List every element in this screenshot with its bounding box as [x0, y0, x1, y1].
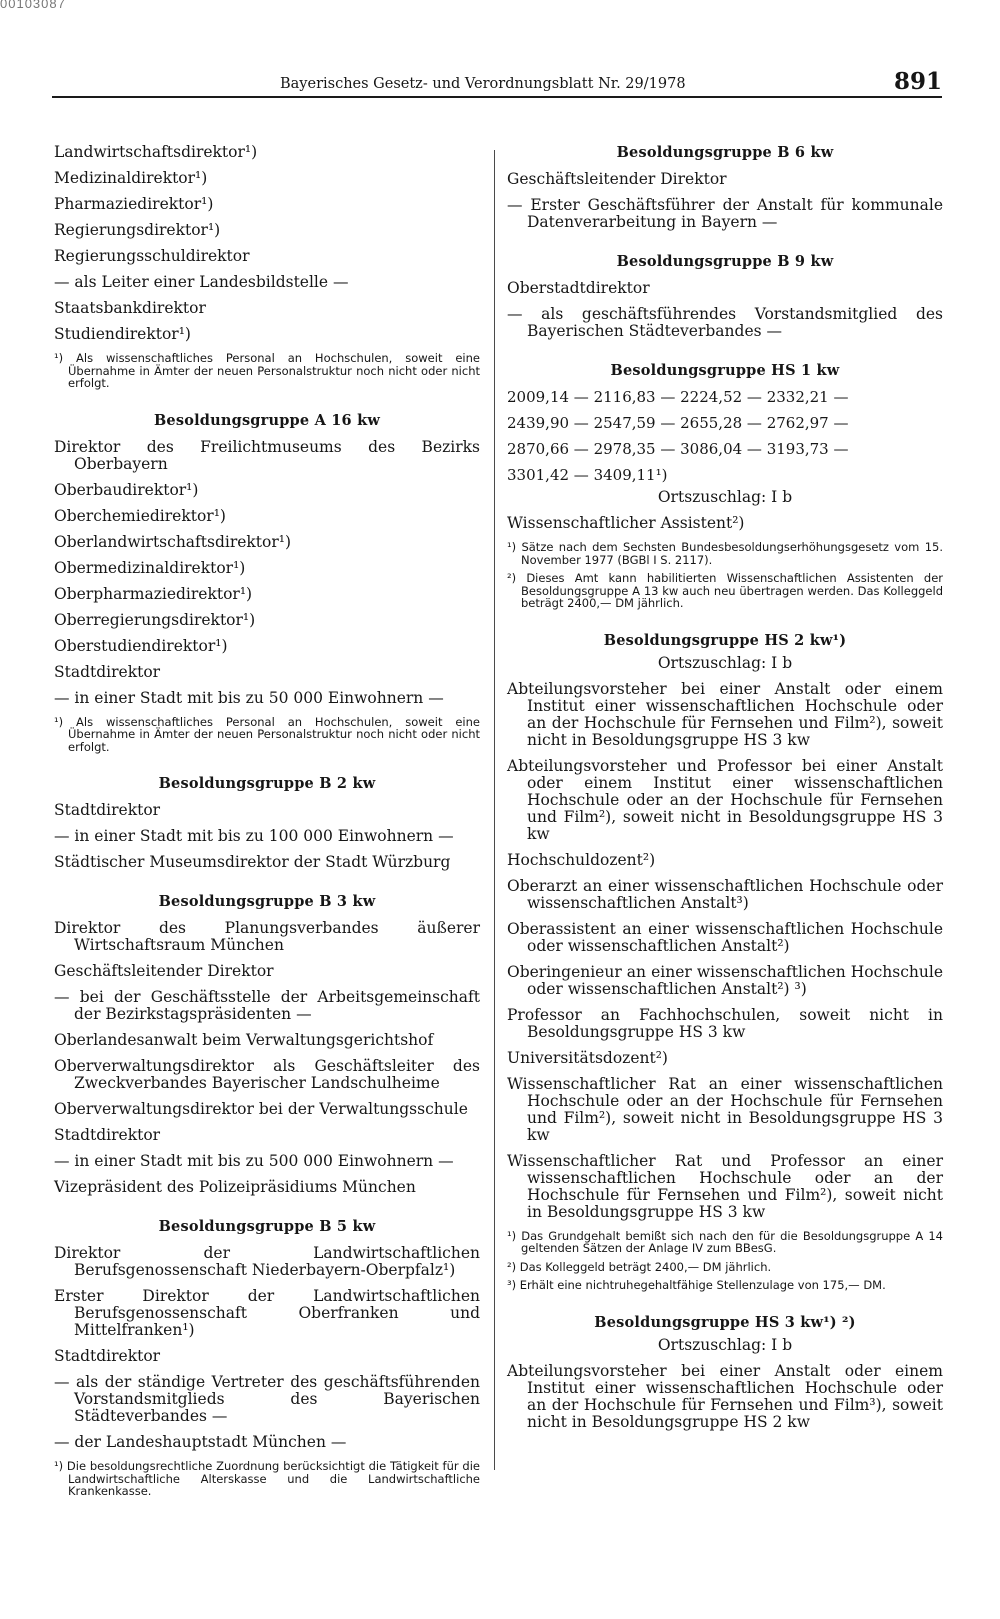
- list-item-qualifier: — Erster Geschäftsführer der Anstalt für kommunale Datenverarbeitung in Bayern —: [507, 196, 943, 231]
- list-item: Städtischer Museumsdirektor der Stadt Würzburg: [54, 853, 451, 871]
- footnote: ¹) Als wissenschaftliches Personal an Hochschulen, soweit eine Übernahme in Ämter der neuen Personalstruktur noch nicht oder nicht erfolgt.: [54, 714, 480, 754]
- footnote: ¹) Das Grundgehalt bemißt sich nach den für die Besoldungsgruppe A 14 geltenden Sätzen der Anlage IV zum BBesG.: [507, 1228, 943, 1255]
- salary-row: 2439,90 — 2547,59 — 2655,28 — 2762,97 —: [507, 414, 849, 432]
- local-allowance: Ortszuschlag: I b: [657, 1335, 793, 1354]
- list-item: Vizepräsident des Polizeipräsidiums München: [54, 1178, 416, 1196]
- list-item: Hochschuldozent²): [507, 850, 656, 869]
- list-item: Oberbaudirektor¹): [54, 480, 199, 499]
- list-item: Regierungsdirektor¹): [54, 221, 221, 239]
- local-allowance: Ortszuschlag: I b: [657, 488, 793, 506]
- salary-row: 3301,42 — 3409,11¹): [507, 466, 668, 484]
- footnote: ²) Das Kolleggeld beträgt 2400,— DM jährlich.: [507, 1259, 772, 1274]
- footnote: ¹) Als wissenschaftliches Personal an Hochschulen, soweit eine Übernahme in Ämter der neuen Personalstruktur noch nicht oder nicht erfolgt.: [54, 351, 480, 390]
- list-item-qualifier: — der Landeshauptstadt München —: [54, 1433, 347, 1451]
- list-item: Obermedizinaldirektor¹): [54, 558, 246, 577]
- list-item: Stadtdirektor: [54, 662, 161, 681]
- list-item: Landwirtschaftsdirektor¹): [54, 143, 258, 161]
- list-item: Wissenschaftlicher Rat und Professor an einer wissenschaftlichen Hochschule oder an der Hochschule für Fernsehen und Film²), soweit nicht in Besoldungsgruppe HS 3 kw: [507, 1151, 943, 1221]
- list-item: Oberstudiendirektor¹): [54, 636, 228, 655]
- list-item: Oberassistent an einer wissenschaftlichen Hochschule oder wissenschaftlichen Anstalt²): [507, 919, 943, 955]
- page-header: [52, 68, 942, 98]
- local-allowance: Ortszuschlag: I b: [657, 653, 793, 672]
- list-item: Staatsbankdirektor: [54, 299, 206, 317]
- list-item: Wissenschaftlicher Assistent²): [507, 514, 745, 532]
- list-item-qualifier: — in einer Stadt mit bis zu 100 000 Einwohnern —: [54, 827, 454, 845]
- list-item: Oberingenieur an einer wissenschaftlichen Hochschule oder wissenschaftlichen Anstalt²) ³): [507, 962, 943, 998]
- footnote: ¹) Die besoldungsrechtliche Zuordnung berücksichtigt die Tätigkeit für die Landwirtschaftliche Alterskasse und die Landwirtschaftliche Krankenkasse.: [54, 1459, 480, 1498]
- gazette-title: Bayerisches Gesetz- und Verordnungsblatt Nr. 29/1978: [280, 76, 686, 92]
- list-item-qualifier: — als Leiter einer Landesbildstelle —: [54, 273, 349, 291]
- list-item-qualifier: — bei der Geschäftsstelle der Arbeitsgemeinschaft der Bezirkstagspräsidenten —: [54, 988, 480, 1023]
- list-item: Abteilungsvorsteher und Professor bei einer Anstalt oder einem Institut einer wissenschaftlichen Hochschule oder an der Hochschule für Fernsehen und Film²), soweit nicht in Besoldungsgruppe HS 3 kw: [507, 756, 943, 843]
- section-heading: Besoldungsgruppe HS 2 kw¹): [603, 631, 847, 649]
- list-item: Professor an Fachhochschulen, soweit nicht in Besoldungsgruppe HS 3 kw: [507, 1005, 943, 1041]
- column-divider: [494, 150, 495, 1470]
- right-column: [507, 144, 943, 1440]
- list-item: Stadtdirektor: [54, 1347, 161, 1365]
- list-item: Medizinaldirektor¹): [54, 169, 208, 187]
- list-item: Geschäftsleitender Direktor: [54, 962, 274, 980]
- footnote: ³) Erhält eine nichtruhegehaltfähige Stellenzulage von 175,— DM.: [507, 1278, 886, 1292]
- list-item: Oberlandesanwalt beim Verwaltungsgerichtshof: [54, 1031, 434, 1049]
- section-heading: Besoldungsgruppe B 3 kw: [158, 893, 376, 910]
- list-item-qualifier: — als geschäftsführendes Vorstandsmitglied des Bayerischen Städteverbandes —: [507, 305, 943, 340]
- list-item: Abteilungsvorsteher bei einer Anstalt oder einem Institut einer wissenschaftlichen Hochschule oder an der Hochschule für Fernsehen und Film²), soweit nicht in Besoldungsgruppe HS 3 kw: [507, 679, 943, 749]
- list-item: Abteilungsvorsteher bei einer Anstalt oder einem Institut einer wissenschaftlichen Hochschule oder an der Hochschule für Fernsehen und Film³), soweit nicht in Besoldungsgruppe HS 2 kw: [507, 1361, 943, 1431]
- list-item: Studiendirektor¹): [54, 325, 191, 343]
- list-item: Direktor der Landwirtschaftlichen Berufsgenossenschaft Niederbayern-Oberpfalz¹): [54, 1244, 480, 1279]
- list-item: Oberverwaltungsdirektor bei der Verwaltungsschule: [54, 1100, 468, 1118]
- list-item: Geschäftsleitender Direktor: [507, 170, 727, 188]
- section-heading: Besoldungsgruppe B 5 kw: [158, 1218, 376, 1235]
- list-item: Oberregierungsdirektor¹): [54, 610, 256, 629]
- section-heading: Besoldungsgruppe B 9 kw: [616, 253, 834, 270]
- section-heading: Besoldungsgruppe A 16 kw: [153, 411, 381, 429]
- page-number: 891: [893, 68, 942, 95]
- archive-stamp: 00103087: [0, 0, 66, 11]
- footnote: ¹) Sätze nach dem Sechsten Bundesbesoldungserhöhungsgesetz vom 15. November 1977 (BGBl I S. 2117).: [507, 540, 943, 567]
- list-item: Stadtdirektor: [54, 1126, 161, 1144]
- list-item: Stadtdirektor: [54, 801, 161, 819]
- list-item: Direktor des Planungsverbandes äußerer Wirtschaftsraum München: [54, 919, 480, 954]
- list-item-qualifier: — in einer Stadt mit bis zu 500 000 Einwohnern —: [54, 1152, 454, 1170]
- salary-row: 2009,14 — 2116,83 — 2224,52 — 2332,21 —: [507, 388, 849, 406]
- list-item: Oberverwaltungsdirektor als Geschäftsleiter des Zweckverbandes Bayerischer Landschulheime: [54, 1057, 480, 1092]
- list-item: Direktor des Freilichtmuseums des Bezirks Oberbayern: [54, 437, 480, 473]
- list-item: Regierungsschuldirektor: [54, 247, 250, 265]
- section-heading: Besoldungsgruppe HS 3 kw¹) ²): [594, 1313, 856, 1331]
- list-item-qualifier: — als der ständige Vertreter des geschäftsführenden Vorstandsmitglieds des Bayerischen Städteverbandes —: [54, 1373, 480, 1425]
- list-item: Oberchemiedirektor¹): [54, 506, 226, 525]
- section-heading: Besoldungsgruppe B 2 kw: [158, 775, 376, 792]
- list-item: Oberpharmaziedirektor¹): [54, 584, 253, 603]
- list-item: Universitätsdozent²): [507, 1048, 668, 1067]
- section-heading: Besoldungsgruppe B 6 kw: [616, 144, 834, 161]
- list-item: Oberlandwirtschaftsdirektor¹): [54, 532, 292, 551]
- footnote: ²) Dieses Amt kann habilitierten Wissenschaftlichen Assistenten der Besoldungsgruppe A 13 kw auch neu übertragen werden. Das Kolleggeld beträgt 2400,— DM jährlich.: [507, 571, 943, 610]
- list-item-qualifier: — in einer Stadt mit bis zu 50 000 Einwohnern —: [54, 688, 444, 707]
- list-item: Erster Direktor der Landwirtschaftlichen Berufsgenossenschaft Oberfranken und Mittelfranken¹): [54, 1287, 480, 1339]
- salary-row: 2870,66 — 2978,35 — 3086,04 — 3193,73 —: [507, 440, 849, 458]
- list-item: Wissenschaftlicher Rat an einer wissenschaftlichen Hochschule oder an der Hochschule für Fernsehen und Film²), soweit nicht in Besoldungsgruppe HS 3 kw: [507, 1074, 943, 1144]
- list-item: Oberarzt an einer wissenschaftlichen Hochschule oder wissenschaftlichen Anstalt³): [507, 876, 943, 912]
- list-item: Oberstadtdirektor: [507, 279, 650, 297]
- section-heading: Besoldungsgruppe HS 1 kw: [610, 362, 840, 379]
- left-column: [54, 144, 480, 1504]
- list-item: Pharmaziedirektor¹): [54, 195, 214, 213]
